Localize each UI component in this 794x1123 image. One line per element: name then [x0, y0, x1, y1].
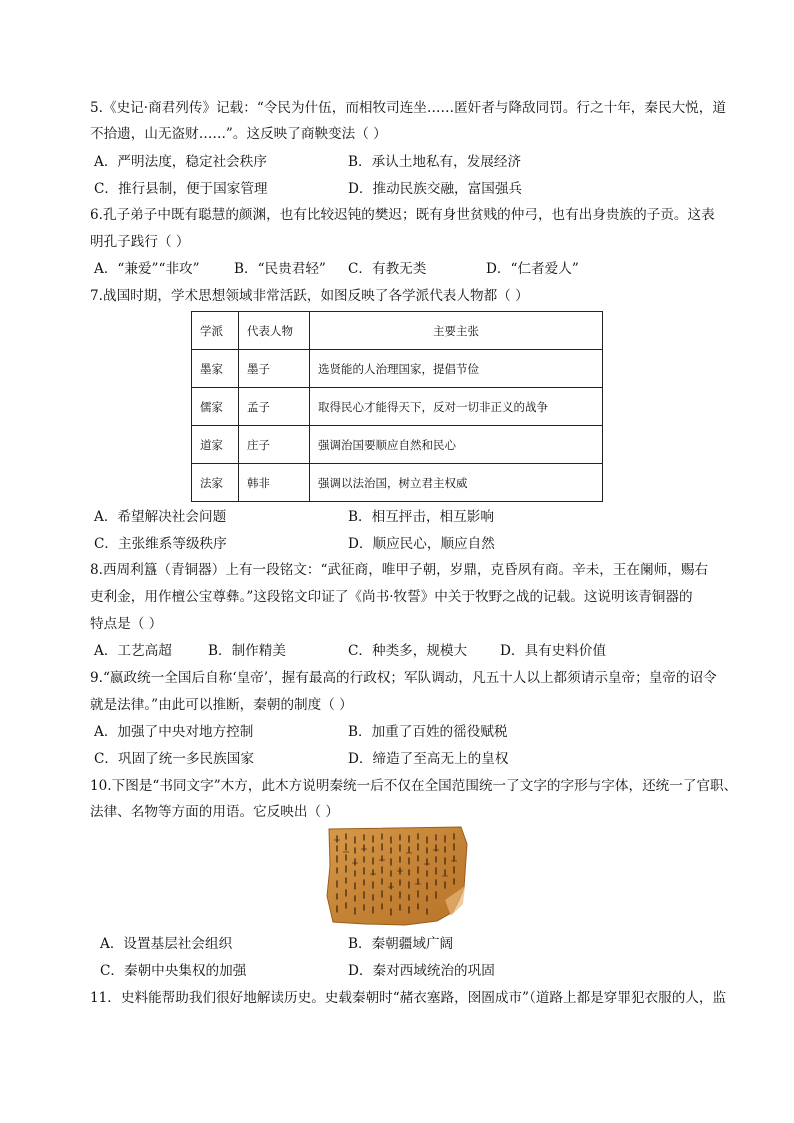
cell-school: 墨家	[192, 350, 239, 388]
cell-proposition: 取得民心才能得天下，反对一切非正义的战争	[310, 388, 603, 426]
q9-option-c[interactable]: C．巩固了统一多民族国家	[94, 751, 254, 767]
q10-stem-line2: 法律、名物等方面的用语。它反映出（ ）	[90, 804, 340, 820]
q6-stem-line2: 明孔子践行（ ）	[90, 234, 190, 250]
q7-stem-line1: 7.战国时期，学术思想领域非常活跃，如图反映了各学派代表人物都（ ）	[90, 288, 529, 304]
q6-option-c[interactable]: C．有教无类	[348, 261, 427, 277]
q9-stem-line2: 就是法律。”由此可以推断，秦朝的制度（ ）	[90, 697, 353, 713]
table-row	[192, 426, 603, 464]
q9-option-b[interactable]: B．加重了百姓的徭役赋税	[348, 724, 508, 740]
q10-option-a[interactable]: A．设置基层社会组织	[100, 936, 233, 952]
cell-school: 儒家	[192, 388, 239, 426]
cell-representative: 韩非	[239, 464, 310, 502]
q8-stem-line2: 吏利金，用作檀公宝尊彝。”这段铭文印证了《尚书·牧誓》中关于牧野之战的记载。这说明该青铜器的	[90, 589, 693, 605]
q7-option-b[interactable]: B．相互抨击，相互影响	[348, 509, 494, 525]
q8-option-c[interactable]: C．种类多，规模大	[348, 643, 468, 659]
q7-option-c[interactable]: C．主张维系等级秩序	[94, 536, 227, 552]
header-proposition: 主要主张	[310, 312, 603, 350]
schools-table	[191, 311, 603, 502]
q9-stem-line1: 9.“嬴政统一全国后自称‘皇帝’，握有最高的行政权；军队调动，凡五十人以上都须请示皇帝；皇帝的诏令	[90, 670, 717, 686]
q8-stem-line1: 8.西周利簋（青铜器）上有一段铭文：“武征商，唯甲子朝，岁鼎，克昏夙有商。辛未，王在阑师，赐右	[90, 562, 709, 578]
q5-option-c[interactable]: C．推行县制，便于国家管理	[94, 181, 268, 197]
table-row	[192, 464, 603, 502]
q8-option-a[interactable]: A．工艺高超	[94, 643, 172, 659]
q8-option-d[interactable]: D．具有史料价值	[500, 643, 607, 659]
cell-representative: 墨子	[239, 350, 310, 388]
q6-option-a[interactable]: A．“兼爱”“非攻”	[94, 261, 200, 277]
header-school: 学派	[192, 312, 239, 350]
q5-stem-line1: 5.《史记·商君列传》记载：“令民为什伍，而相牧司连坐……匿奸者与降敌同罚。行之十年，秦民大悦，道	[90, 100, 726, 116]
q8-stem-line3: 特点是（ ）	[90, 616, 163, 632]
cell-proposition: 强调以法治国，树立君主权威	[310, 464, 603, 502]
table-row	[192, 388, 603, 426]
q6-option-b[interactable]: B．“民贵君轻”	[234, 261, 326, 277]
cell-proposition: 选贤能的人治理国家，提倡节俭	[310, 350, 603, 388]
q8-option-b[interactable]: B．制作精美	[208, 643, 286, 659]
cell-representative: 庄子	[239, 426, 310, 464]
cell-school: 法家	[192, 464, 239, 502]
cell-representative: 孟子	[239, 388, 310, 426]
q9-option-a[interactable]: A．加强了中央对地方控制	[94, 724, 254, 740]
table-header-row	[192, 312, 603, 350]
q5-option-d[interactable]: D．推动民族交融，富国强兵	[348, 181, 523, 197]
q5-option-b[interactable]: B．承认土地私有，发展经济	[348, 154, 522, 170]
wooden-slip-image	[325, 826, 470, 926]
q6-stem-line1: 6.孔子弟子中既有聪慧的颜渊，也有比较迟钝的樊迟；既有身世贫贱的仲弓，也有出身贵族的子贡。这表	[90, 207, 715, 223]
q10-option-b[interactable]: B．秦朝疆域广阔	[348, 936, 454, 952]
cell-proposition: 强调治国要顺应自然和民心	[310, 426, 603, 464]
q7-option-a[interactable]: A．希望解决社会问题	[94, 509, 227, 525]
q9-option-d[interactable]: D．缔造了至高无上的皇权	[348, 751, 509, 767]
q11-stem-line1: 11．史料能帮助我们很好地解读历史。史载秦朝时“赭衣塞路，囹圄成市”（道路上都是穿罪犯衣服的人，监	[90, 990, 727, 1006]
q5-stem-line2: 不拾遗，山无盗财……”。这反映了商鞅变法（ ）	[90, 126, 387, 142]
q6-option-d[interactable]: D．“仁者爱人”	[486, 261, 579, 277]
cell-school: 道家	[192, 426, 239, 464]
q5-option-a[interactable]: A．严明法度，稳定社会秩序	[94, 154, 267, 170]
table-row	[192, 350, 603, 388]
q7-option-d[interactable]: D．顺应民心，顺应自然	[348, 536, 495, 552]
q10-option-d[interactable]: D．秦对西域统治的巩固	[348, 963, 495, 979]
header-representative: 代表人物	[239, 312, 310, 350]
q10-stem-line1: 10.下图是“书同文字”木方，此木方说明秦统一后不仅在全国范围统一了文字的字形与字体，还统一了官职、	[90, 778, 738, 794]
q10-option-c[interactable]: C．秦朝中央集权的加强	[100, 963, 247, 979]
